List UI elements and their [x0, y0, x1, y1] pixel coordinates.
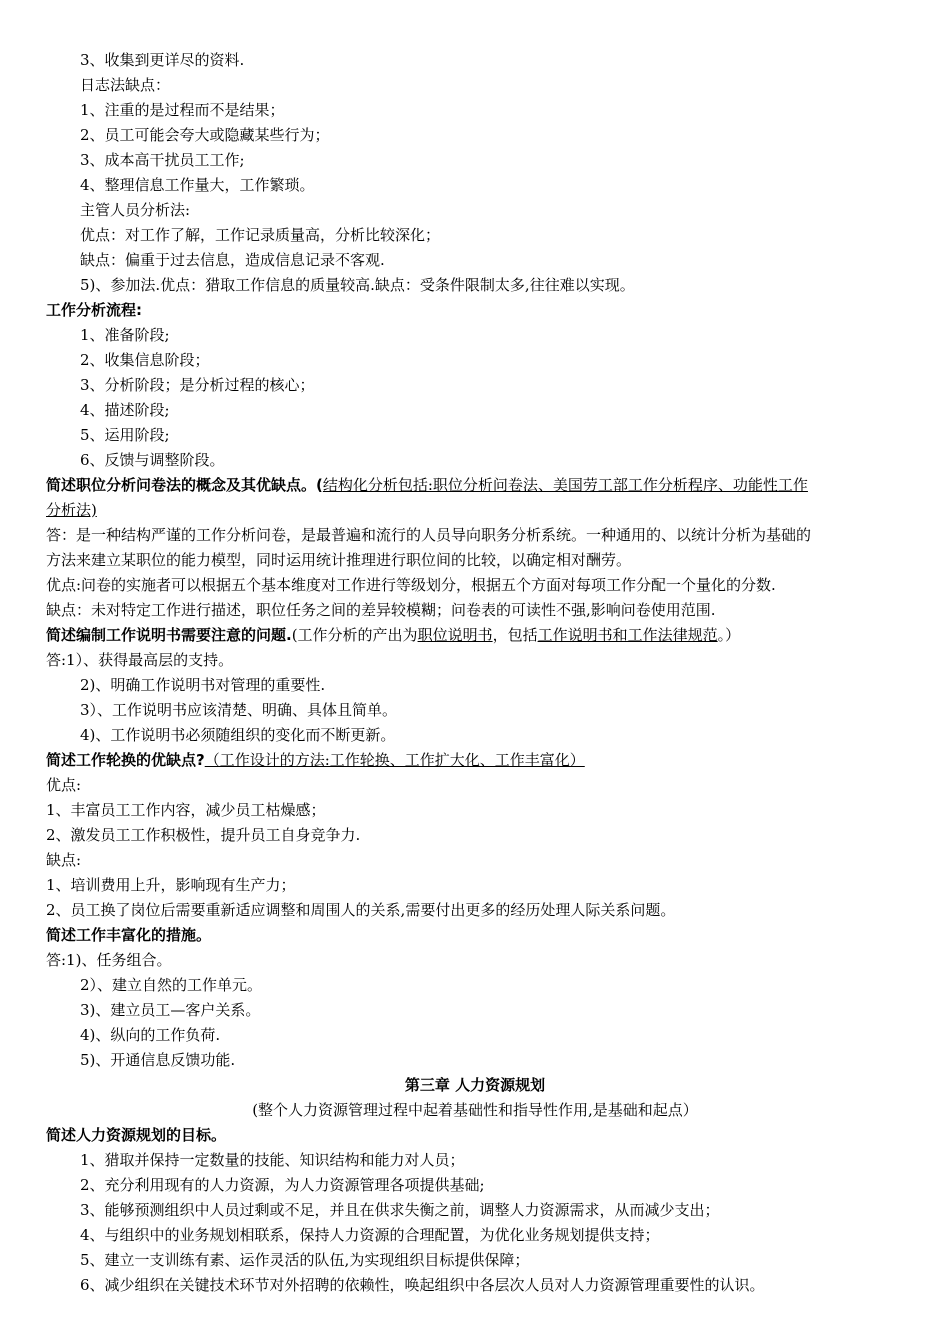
list-item: 2、充分利用现有的人力资源，为人力资源管理各项提供基础; — [80, 1176, 485, 1194]
section-heading: 工作分析流程: — [46, 301, 142, 319]
list-item: 4、与组织中的业务规划相联系，保持人力资源的合理配置，为优化业务规划提供支持； — [80, 1226, 660, 1244]
list-item: 2）、建立自然的工作单元。 — [80, 976, 263, 994]
list-item: 6、减少组织在关键技术环节对外招聘的依赖性，唤起组织中各层次人员对人力资源管理重要性的认识。 — [80, 1276, 765, 1294]
list-item: 1、准备阶段; — [80, 326, 170, 344]
question-title: 简述职位分析问卷法的概念及其优缺点。 — [46, 476, 317, 494]
list-item: 答:1）、获得最高层的支持。 — [46, 651, 234, 669]
list-item: 2)、明确工作说明书对管理的重要性. — [80, 676, 326, 694]
text-line: 2、员工可能会夸大或隐藏某些行为； — [80, 126, 330, 144]
list-item: 2、收集信息阶段； — [80, 351, 210, 369]
list-item: 1、培训费用上升，影响现有生产力； — [46, 876, 296, 894]
list-item: 1、猎取并保持一定数量的技能、知识结构和能力对人员； — [80, 1151, 465, 1169]
question-note-continued: 分析法) — [46, 501, 97, 519]
list-item: 5、运用阶段; — [80, 426, 170, 444]
question-heading — [46, 473, 808, 498]
cons-text: 缺点：未对特定工作进行描述，职位任务之间的差异较模糊；问卷表的可读性不强,影响问卷使用范围. — [46, 601, 716, 619]
note-underlined: 工作说明书和工作法律规范 — [537, 626, 718, 644]
list-item: 5、建立一支训练有素、运作灵活的队伍,为实现组织目标提供保障； — [80, 1251, 530, 1269]
text-line: 5)、参加法.优点：猎取工作信息的质量较高.缺点：受条件限制太多,往往难以实现。 — [80, 276, 635, 294]
list-item: 6、反馈与调整阶段。 — [80, 451, 225, 469]
text-line: 主管人员分析法: — [80, 201, 191, 219]
list-item: 5)、开通信息反馈功能. — [80, 1051, 236, 1069]
list-item: 3、分析阶段；是分析过程的核心； — [80, 376, 315, 394]
chapter-subtitle: (整个人力资源管理过程中起着基础性和指导性作用,是基础和起点） — [252, 1101, 698, 1119]
answer-text: 答：是一种结构严谨的工作分析问卷，是最普遍和流行的人员导向职务分析系统。一种通用的、以统计分析为基础的 — [46, 526, 812, 544]
list-item: 3）、工作说明书应该清楚、明确、具体且简单。 — [80, 701, 398, 719]
pros-text: 优点:问卷的实施者可以根据五个基本维度对工作进行等级划分，根据五个方面对每项工作分配一个量化的分数. — [46, 576, 776, 594]
text-line: 缺点：偏重于过去信息，造成信息记录不客观. — [80, 251, 385, 269]
question-title: 简述编制工作说明书需要注意的问题. — [46, 626, 292, 644]
list-item: 4)、工作说明书必须随组织的变化而不断更新。 — [80, 726, 396, 744]
text-line: 优点：对工作了解，工作记录质量高，分析比较深化； — [80, 226, 441, 244]
text-line: 4、整理信息工作量大，工作繁琐。 — [80, 176, 315, 194]
note-text: (工作分析的产出为 — [291, 626, 418, 644]
list-item: 3、能够预测组织中人员过剩或不足，并且在供求失衡之前，调整人力资源需求，从而减少支出； — [80, 1201, 720, 1219]
question-title: 简述人力资源规划的目标。 — [46, 1126, 227, 1144]
note-text: 。） — [717, 626, 741, 644]
list-item: 1、丰富员工工作内容，减少员工枯燥感； — [46, 801, 326, 819]
answer-text: 方法来建立某职位的能力模型，同时运用统计推理进行职位间的比较，以确定相对酬劳。 — [46, 551, 632, 569]
text-line: 3、收集到更详尽的资料. — [80, 51, 245, 69]
question-heading — [46, 623, 740, 648]
note-text: ，包括 — [492, 626, 538, 644]
cons-label: 缺点: — [46, 851, 82, 869]
text-line: 3、成本高干扰员工工作; — [80, 151, 245, 169]
list-item: 答:1)、任务组合。 — [46, 951, 172, 969]
list-item: 2、员工换了岗位后需要重新适应调整和周围人的关系,需要付出更多的经历处理人际关系问题。 — [46, 901, 676, 919]
question-note: 结构化分析包括:职位分析问卷法、美国劳工部工作分析程序、功能性工作 — [322, 476, 808, 494]
chapter-title: 第三章 人力资源规划 — [404, 1076, 546, 1094]
pros-label: 优点: — [46, 776, 82, 794]
list-item: 3)、建立员工—客户关系。 — [80, 1001, 261, 1019]
note-underlined: 职位说明书 — [417, 626, 493, 644]
question-note: （工作设计的方法:工作轮换、工作扩大化、工作丰富化） — [204, 751, 585, 769]
question-title: 简述工作丰富化的措施。 — [46, 926, 212, 944]
note-paren: ( — [316, 476, 323, 494]
text-line: 日志法缺点： — [80, 76, 171, 94]
list-item: 4、描述阶段; — [80, 401, 170, 419]
question-title: 简述工作轮换的优缺点? — [46, 751, 205, 769]
question-heading — [46, 748, 585, 773]
list-item: 2、激发员工工作积极性，提升员工自身竞争力. — [46, 826, 361, 844]
list-item: 4)、纵向的工作负荷. — [80, 1026, 221, 1044]
text-line: 1、注重的是过程而不是结果； — [80, 101, 285, 119]
